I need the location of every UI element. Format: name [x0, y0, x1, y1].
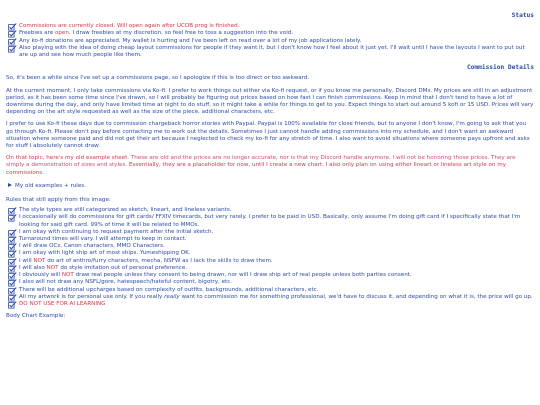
commission-details-heading: Commission Details	[466, 64, 534, 72]
disclosure-triangle-icon	[8, 183, 12, 187]
rule-item	[8, 243, 534, 250]
rule-item	[8, 294, 534, 301]
rule-item	[8, 279, 534, 286]
rule-text: I will draw OCs, Canon characters, MMO Characters.	[19, 243, 165, 250]
status-open-text: open	[54, 30, 69, 37]
status-text: Also playing with the idea of doing cheap layout commissions for people if they want it, but I don't know how I feel about it just yet. I'll wait until I have the layouts I want to put out are up and see how much people like them.	[19, 44, 525, 59]
rule-not-emphasis: NOT	[61, 272, 74, 279]
checkbox-check-icon	[8, 301, 17, 309]
status-text: Freebies are	[19, 30, 55, 37]
rule-emphasis: really	[164, 293, 180, 300]
status-list	[6, 23, 534, 59]
pricing-paragraph: At the current moment, I only take commissions via Ko-fi. I prefer to work things out either via Ko-fi request, or if you know me personally, Discord DMs. My prices are still in an adjustment period, as it has been some time since I've drawn, so I will probably be figuring out prices based on how fast I can finish commissions. Keep in mind that I don't tend to have a lot of downtime during the day, and only have limited time at night to do stuff, so it might take a while for things to get to you. Expect things to start out around 5 kofi or 15 USD. Prices will vary depending on the art style requested as well as the size of the piece, additional characters, etc.	[6, 87, 534, 116]
status-item	[8, 45, 534, 59]
rule-item	[8, 272, 534, 279]
status-item	[8, 30, 534, 37]
old-examples-toggle[interactable]	[8, 183, 534, 190]
body-chart-label: Body Chart Example:	[6, 313, 66, 320]
rule-item	[8, 258, 534, 265]
rule-no-ai-text: DO NOT USE FOR AI LEARNING	[19, 300, 106, 307]
example-sheet-note: Essentially, they are a placeholder for now, until I create a new chart. I also only plan on using either lineart or lineless art style on my commissions.	[6, 162, 506, 176]
status-text: Any ko-fi donations are appreciated. My wallet is hurting and I've been left on read over a lot of my job applications lately.	[19, 37, 362, 44]
status-item	[8, 23, 534, 30]
rule-text: All my artwork is for personal use only. If you really	[19, 293, 165, 300]
rule-item	[8, 265, 534, 272]
rule-item	[8, 207, 534, 214]
rule-item	[8, 287, 534, 294]
rule-item	[8, 236, 534, 243]
rule-not-emphasis: NOT	[46, 264, 59, 271]
status-heading: Status	[511, 12, 534, 19]
old-examples-label: My old examples + rules.	[15, 182, 86, 189]
rules-intro: Rules that still apply from this image:	[6, 197, 111, 204]
checkbox-check-icon	[8, 45, 17, 53]
page	[6, 0, 534, 320]
rule-text: I obviously will	[19, 272, 62, 279]
rule-text: I am okay with light ship art of most ships. Yumeshipping OK.	[19, 250, 191, 257]
rule-text: I also will not draw any NSFL/gore, hatespeech/hateful content, bigotry, etc.	[19, 279, 233, 286]
rules-list	[6, 207, 534, 308]
rule-text: There will be additional upcharges based on complexity of outfits, backgrounds, additional characters, etc.	[19, 286, 319, 293]
rule-text: I will also	[19, 264, 47, 271]
intro-paragraph: So, it's been a while since I've set up a commissions page, so I apologize if this is too direct or too awkward.	[6, 75, 310, 82]
rule-text: do art of anthro/furry characters, mecha, NSFW as I lack the skills to draw them.	[45, 257, 273, 264]
rule-item	[8, 229, 534, 236]
rule-text: want to commission me for something professional, we'd have to discuss it, and depending on what it is, the price will go up.	[179, 293, 533, 300]
example-sheet-lead: On that topic, here's my old example sheet.	[6, 155, 131, 162]
rule-text: draw real people unless they consent to being drawn, nor will I draw ship art of real people unless both parties consent.	[73, 272, 412, 279]
rule-item	[8, 250, 534, 257]
kofi-paragraph: I prefer to use Ko-fi these days due to commission chargeback horror stories with Paypal. Paypal is 100% available for close friends, but to anyone I don't know, I'm going to ask that you go through Ko-fi. Please don't pay before contacting me to work out the details. Sometimes I just cannot handle adding commissions into my schedule, and I don't want an awkward situation where someone paid and did not get their art because I neglected to check my ko-fi for any stretch of time. I also want to avoid situations where someone pays upfront and asks for stuff I absolutely cannot draw.	[6, 121, 530, 150]
status-text: . I draw freebies at my discretion, so feel free to toss a suggestion into the void.	[68, 30, 294, 37]
rule-text: I occasionally will do commissions for gift cards/ FFXIV timecards, but very rarely. I prefer to be paid in USD. Basically, only assume I'm doing gift card if I specifically state that I'm looking for said gift card. 99% of time it will be related to MMOs.	[19, 214, 521, 228]
rule-text: I will	[19, 257, 34, 264]
status-item	[8, 38, 534, 45]
example-sheet-paragraph	[6, 155, 534, 177]
rule-text: I am okay with continuing to request payment after the initial sketch.	[19, 228, 214, 235]
rule-text: The style types are still categorized as sketch, lineart, and lineless variants.	[19, 207, 232, 214]
example-sheet-warning: These are old and the prices are no longer accurate, nor is that my Discord handle anymore. I will not be honoring those prices. They are simply a demonstration of sizes and styles.	[6, 155, 516, 169]
status-closed-text: Commissions are currently closed. Will open again after UCOB prog is finished.	[19, 23, 240, 30]
rule-not-emphasis: NOT	[33, 257, 46, 264]
rule-item	[8, 301, 534, 308]
rule-text: Turnaround times will vary. I will attempt to keep in contact.	[19, 236, 187, 243]
rule-item	[8, 214, 534, 228]
rule-text: do style imitation out of personal preference.	[58, 264, 188, 271]
checkbox-check-icon	[8, 214, 17, 222]
